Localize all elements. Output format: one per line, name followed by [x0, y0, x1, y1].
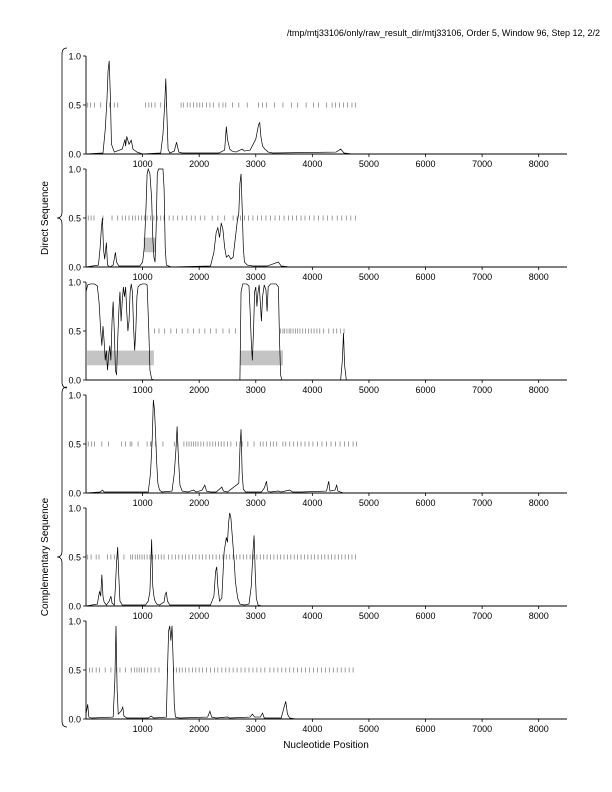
y-tick-label: 0.0 — [68, 262, 81, 273]
x-tick-label: 1000 — [132, 385, 153, 395]
y-tick-label: 0.5 — [68, 552, 81, 563]
x-tick-label: 6000 — [415, 385, 436, 395]
x-tick-label: 1000 — [132, 724, 153, 734]
group-label: Direct Sequence — [40, 181, 51, 255]
x-tick-label: 3000 — [245, 159, 266, 169]
panel-3 — [68, 278, 567, 396]
x-tick-label: 2000 — [189, 272, 210, 282]
x-tick-label: 1000 — [132, 498, 153, 508]
groups-layer — [40, 48, 67, 727]
group-2 — [40, 387, 67, 727]
group-label: Complementary Sequence — [40, 497, 51, 617]
x-tick-label: 8000 — [528, 498, 549, 508]
y-tick-label: 0.5 — [68, 100, 81, 111]
x-tick-label: 7000 — [472, 385, 493, 395]
panel-2 — [68, 165, 567, 283]
y-tick-label: 1.0 — [68, 503, 81, 514]
x-tick-label: 2000 — [189, 724, 210, 734]
x-tick-label: 5000 — [358, 724, 379, 734]
x-tick-label: 2000 — [189, 498, 210, 508]
x-tick-label: 7000 — [472, 272, 493, 282]
y-tick-label: 0.5 — [68, 665, 81, 676]
y-tick-label: 1.0 — [68, 164, 81, 175]
x-tick-label: 4000 — [302, 611, 323, 621]
x-tick-label: 5000 — [358, 159, 379, 169]
x-tick-label: 8000 — [528, 611, 549, 621]
x-tick-label: 6000 — [415, 159, 436, 169]
y-tick-label: 1.0 — [68, 51, 81, 62]
x-tick-label: 4000 — [302, 724, 323, 734]
x-tick-label: 7000 — [472, 611, 493, 621]
panel-4 — [68, 391, 567, 509]
y-tick-label: 0.0 — [68, 601, 81, 612]
x-tick-label: 5000 — [358, 272, 379, 282]
x-tick-label: 5000 — [358, 611, 379, 621]
x-tick-label: 1000 — [132, 272, 153, 282]
x-tick-label: 5000 — [358, 498, 379, 508]
x-tick-label: 6000 — [415, 272, 436, 282]
x-tick-label: 6000 — [415, 724, 436, 734]
x-axis-label: Nucleotide Position — [283, 740, 369, 751]
x-tick-label: 8000 — [528, 272, 549, 282]
x-tick-label: 3000 — [245, 724, 266, 734]
x-tick-label: 8000 — [528, 724, 549, 734]
y-tick-label: 0.0 — [68, 149, 81, 160]
x-tick-label: 1000 — [132, 159, 153, 169]
x-tick-label: 7000 — [472, 159, 493, 169]
series-line-frame-2 — [86, 169, 567, 267]
x-tick-label: 4000 — [302, 385, 323, 395]
x-tick-label: 3000 — [245, 272, 266, 282]
x-tick-label: 6000 — [415, 498, 436, 508]
y-tick-label: 1.0 — [68, 616, 81, 627]
x-tick-label: 4000 — [302, 159, 323, 169]
x-tick-label: 4000 — [302, 498, 323, 508]
panel-6 — [68, 617, 567, 735]
x-tick-label: 3000 — [245, 385, 266, 395]
x-tick-label: 1000 — [132, 611, 153, 621]
page-title: /tmp/mtj33106/only/raw_result_dir/mtj33106, Order 5, Window 96, Step 12, 2/2 — [286, 28, 600, 38]
panel-1 — [68, 52, 567, 170]
x-tick-label: 4000 — [302, 272, 323, 282]
series-line-frame-3 — [86, 626, 567, 719]
x-tick-label: 6000 — [415, 611, 436, 621]
x-tick-label: 2000 — [189, 611, 210, 621]
panel-5 — [68, 504, 567, 622]
y-tick-label: 0.5 — [68, 213, 81, 224]
series-line-frame-3 — [86, 284, 567, 380]
x-tick-label: 8000 — [528, 159, 549, 169]
y-tick-label: 0.0 — [68, 488, 81, 499]
x-tick-label: 2000 — [189, 385, 210, 395]
group-bracket — [57, 387, 67, 727]
y-tick-label: 1.0 — [68, 390, 81, 401]
x-tick-label: 7000 — [472, 498, 493, 508]
panels-layer — [68, 52, 567, 735]
group-bracket — [57, 48, 67, 388]
y-tick-label: 0.5 — [68, 439, 81, 450]
x-tick-label: 3000 — [245, 611, 266, 621]
orf-block — [87, 351, 154, 366]
y-tick-label: 1.0 — [68, 277, 81, 288]
y-tick-label: 0.0 — [68, 375, 81, 386]
group-1 — [40, 48, 67, 388]
y-tick-label: 0.5 — [68, 326, 81, 337]
y-tick-label: 0.0 — [68, 714, 81, 725]
x-tick-label: 8000 — [528, 385, 549, 395]
x-tick-label: 7000 — [472, 724, 493, 734]
orf-block — [240, 351, 283, 366]
x-tick-label: 3000 — [245, 498, 266, 508]
x-tick-label: 5000 — [358, 385, 379, 395]
x-tick-label: 2000 — [189, 159, 210, 169]
